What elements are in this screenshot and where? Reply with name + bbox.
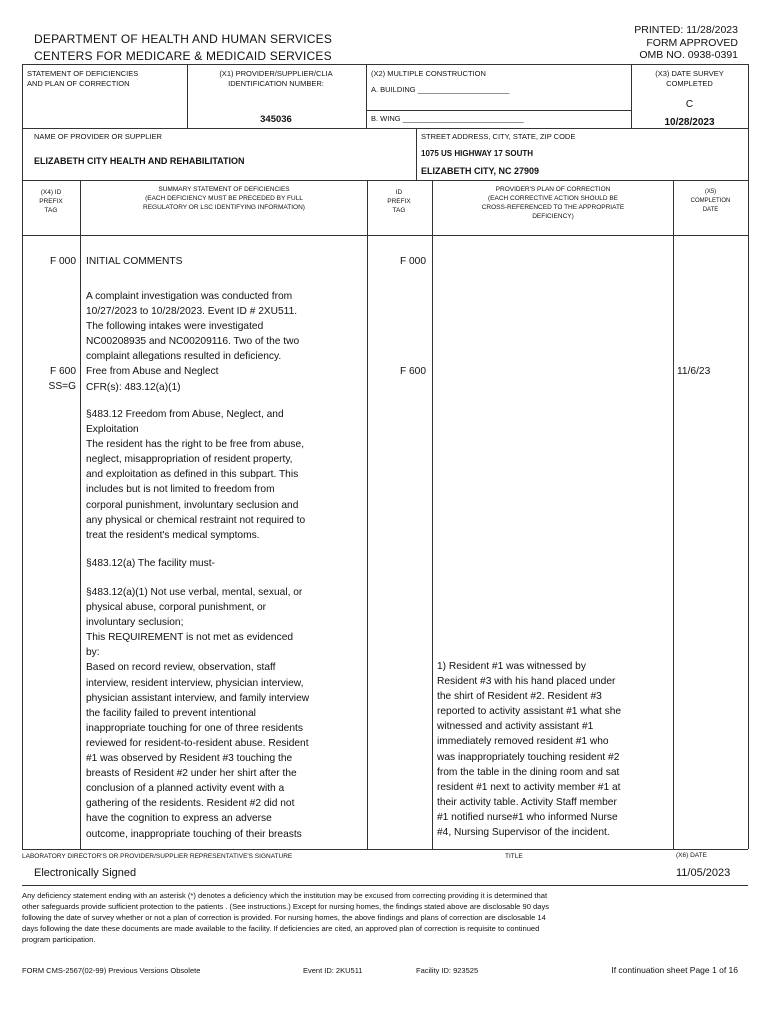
f600-tag: F 600 <box>49 366 76 377</box>
finding-paragraph: §483.12(a)(1) Not use verbal, mental, sexual, or physical abuse, corporal punishment, or involuntary seclusion; This REQUIREMENT is not met as evidenced by: Based on record review, observation, staff interview, resident interview, physician interview, physician assistant interview, and family interview the facility failed to prevent intentional inappropriate touching for one of three residents reviewed for resident-to-resident abuse. Resident #1 was observed by Resident #3 touching the breasts of Resident #2 under her shirt after the conclusion of a planned activity event with a gathering of the residents. Resident #2 did not have the cognition to express an adverse outcome, inappropriate touching of their breasts <box>86 587 310 840</box>
omb-number: OMB NO. 0938-0391 <box>639 49 738 61</box>
page-indicator: If continuation sheet Page 1 of 16 <box>611 965 738 975</box>
complaint-paragraph: A complaint investigation was conducted from 10/27/2023 to 10/28/2023. Event ID # 2XU511. The following intakes were investigated NC00208935 and NC00209116. Two of the two complaint allegations resulted in deficiency. Free from Abuse and Neglect CFR(s): 483.12(a)(1) <box>86 291 300 393</box>
f600-id: F 600 <box>399 366 426 377</box>
statement-label: STATEMENT OF DEFICIENCIES AND PLAN OF CORRECTION <box>27 69 139 88</box>
agency-title: CENTERS FOR MEDICARE & MEDICAID SERVICES <box>34 49 332 63</box>
address-label: STREET ADDRESS, CITY, STATE, ZIP CODE <box>421 132 576 141</box>
signature-date: 11/05/2023 <box>676 867 731 879</box>
title-label: TITLE <box>505 853 523 860</box>
disclaimer-text: Any deficiency statement ending with an asterisk (*) denotes a deficiency which the institution may be excused from correcting providing it is determined that other safeguards provide sufficient protection to the patients . (See instructions.) Except for nursing homes, the findings stated above are disclosable 90 days following the date of survey whether or not a plan of correction is provided. For nursing homes, the above findings and plans of correction are disclosable 14 days following the date these documents are made available to the facility. If deficiencies are cited, an approved plan of correction is requisite to continued program participation. <box>22 891 550 944</box>
x2-label: (X2) MULTIPLE CONSTRUCTION <box>371 69 486 78</box>
regulation-paragraph: §483.12 Freedom from Abuse, Neglect, and Exploitation The resident has the right to be free from abuse, neglect, misappropriation of resident property, and exploitation as defined in this subpart. This includes but is not limited to freedom from corporal punishment, involuntary seclusion and any physical or chemical restraint not required to treat the resident's medical symptoms. <box>86 409 306 541</box>
x4-header: (X4) ID PREFIX TAG <box>39 189 63 214</box>
street-address: 1075 US HIGHWAY 17 SOUTH <box>421 149 534 158</box>
severity-code: SS=G <box>48 381 76 392</box>
provider-name-label: NAME OF PROVIDER OR SUPPLIER <box>34 132 162 141</box>
printed-date: PRINTED: 11/28/2023 <box>634 24 738 36</box>
completion-date: 11/6/23 <box>677 366 711 377</box>
x3-label: (X3) DATE SURVEY COMPLETED <box>655 69 724 88</box>
survey-code: C <box>685 99 694 110</box>
city-state-zip: ELIZABETH CITY, NC 27909 <box>421 166 540 176</box>
signature-value: Electronically Signed <box>34 867 137 879</box>
plan-header: PROVIDER'S PLAN OF CORRECTION (EACH CORRECTIVE ACTION SHOULD BE CROSS-REFERENCED TO THE APPROPRIATE DEFICIENCY) <box>481 186 625 220</box>
form-approved: FORM APPROVED <box>646 36 738 49</box>
department-title: DEPARTMENT OF HEALTH AND HUMAN SERVICES <box>34 32 333 46</box>
survey-date: 10/28/2023 <box>664 117 715 128</box>
f000-title: INITIAL COMMENTS <box>86 256 183 267</box>
facility-must-paragraph: §483.12(a) The facility must- <box>86 558 215 569</box>
event-id: Event ID: 2KU511 <box>303 966 363 975</box>
id-header: ID PREFIX TAG <box>387 189 411 214</box>
provider-id-number: 345036 <box>260 114 292 125</box>
summary-header: SUMMARY STATEMENT OF DEFICIENCIES (EACH DEFICIENCY MUST BE PRECEDED BY FULL REGULATORY OR LSC IDENTIFYING INFORMATION) <box>143 186 305 211</box>
wing-field: B. WING _____________________________ <box>371 114 524 123</box>
x6-date-label: (X6) DATE <box>676 852 707 859</box>
f000-id: F 000 <box>399 256 426 267</box>
plan-of-correction: 1) Resident #1 was witnessed by Resident #3 with his hand placed under the shirt of Resident #2. Resident #3 reported to activity assistant #1 what she witnessed and activity assistant #1 immediately removed resident #1 who was inappropriately touching resident #2 from the table in the dining room and sat resident #1 next to activity member #1 at their activity table. Activity Staff member #1 notified nurse#1 who informed Nurse #4, Nursing Supervisor of the incident. <box>437 661 622 839</box>
form-number: FORM CMS-2567(02-99) Previous Versions Obsolete <box>22 966 201 975</box>
f000-tag: F 000 <box>49 256 76 267</box>
x1-label: (X1) PROVIDER/SUPPLIER/CLIA IDENTIFICATION NUMBER: <box>219 69 333 88</box>
signature-label: LABORATORY DIRECTOR'S OR PROVIDER/SUPPLIER REPRESENTATIVE'S SIGNATURE <box>22 853 293 860</box>
x5-header: (X5) COMPLETION DATE <box>690 189 731 213</box>
form-meta <box>634 24 738 62</box>
building-field: A. BUILDING ______________________ <box>371 85 510 94</box>
facility-id: Facility ID: 923525 <box>416 966 479 975</box>
provider-name: ELIZABETH CITY HEALTH AND REHABILITATION <box>34 156 245 166</box>
